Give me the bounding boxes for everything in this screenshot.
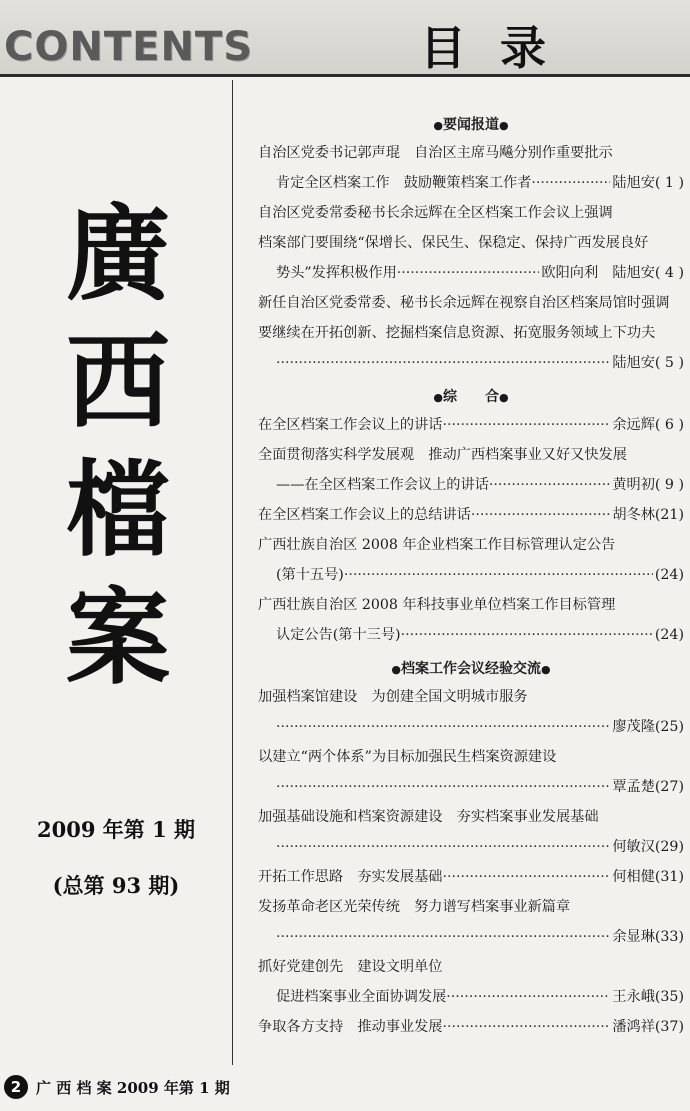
toc-entry-title-line: 发扬革命老区光荣传统 努力谱写档案事业新篇章 [258, 899, 571, 915]
toc-entry-author-line [258, 772, 684, 802]
section-heading-text: 综 合 [443, 389, 499, 405]
toc-entry-lead [276, 348, 610, 378]
magazine-title [58, 190, 178, 702]
toc-entry-author-line [258, 1012, 684, 1042]
toc-entry [258, 682, 684, 742]
toc-entry-page: 欧阳向利 陆旭安( 4 ) [541, 265, 684, 281]
toc-entry [258, 590, 684, 650]
toc-entry-author-line [258, 832, 684, 862]
toc-entry-title-line: 自治区党委书记郭声琨 自治区主席马飚分别作重要批示 [258, 145, 613, 161]
toc-entry [258, 198, 684, 288]
toc-entry-author-line [258, 258, 684, 288]
bullet-icon: ● [541, 663, 551, 676]
toc-entry-author-line [258, 712, 684, 742]
toc-entry-lead: ——在全区档案工作会议上的讲话 ····· [276, 470, 610, 500]
toc-entry-page: 余远辉( 6 ) [612, 417, 684, 433]
toc-entry-title-line: 加强基础设施和档案资源建设 夯实档案事业发展基础 [258, 809, 599, 825]
column-divider [232, 80, 233, 1065]
toc-entry [258, 138, 684, 198]
toc-entry-lead: 开拓工作思路 夯实发展基础 ····· [258, 862, 610, 892]
magazine-title-char: 案 [65, 576, 170, 699]
toc-entry-lead: 在全区档案工作会议上的总结讲话 ····· [258, 500, 610, 530]
toc-entry-lead [276, 712, 610, 742]
toc-entry-author-line [258, 982, 684, 1012]
toc-entry-author-line [258, 620, 684, 650]
contents-heading: CONTENTS [4, 24, 254, 70]
toc-entry [258, 440, 684, 500]
toc-entry-lead: (第十五号) ····· [276, 560, 653, 590]
toc-entry-lead: 促进档案事业全面协调发展 ····· [276, 982, 610, 1012]
toc-entry [258, 892, 684, 952]
magazine-title-char: 廣 [65, 192, 170, 315]
toc-entry-lead: 争取各方支持 推动事业发展 ····· [258, 1012, 610, 1042]
magazine-title-char: 西 [65, 320, 170, 443]
footer-text: 广 西 档 案 2009 年第 1 期 [36, 1078, 230, 1097]
table-of-contents [258, 112, 684, 1048]
toc-entry [258, 802, 684, 862]
mulu-heading: 目录 [420, 21, 580, 75]
bullet-icon: ● [499, 391, 509, 404]
toc-entry-page: 黄明初( 9 ) [612, 477, 684, 493]
bullet-icon: ● [433, 391, 443, 404]
toc-entry-page: 何相健(31) [612, 869, 684, 885]
toc-entry [258, 862, 684, 892]
toc-entry-author-line [258, 168, 684, 198]
magazine-title-char: 檔 [65, 448, 170, 571]
toc-entry-title-line: 加强档案馆建设 为创建全国文明城市服务 [258, 689, 528, 705]
toc-entry-lead: 势头”发挥积极作用 ····· [276, 258, 539, 288]
toc-entry-author-line [258, 500, 684, 530]
toc-entry-lead: 在全区档案工作会议上的讲话 ····· [258, 410, 610, 440]
toc-entry-author-line [258, 410, 684, 440]
bullet-icon: ● [391, 663, 401, 676]
toc-entry-lead [276, 832, 610, 862]
page-number-badge: 2 [4, 1075, 28, 1099]
toc-entry [258, 952, 684, 1012]
section-heading [258, 384, 684, 410]
bullet-icon: ● [433, 119, 443, 132]
toc-entry-lead [276, 922, 610, 952]
toc-entry-title-line: 广西壮族自治区 2008 年科技事业单位档案工作目标管理 [258, 597, 616, 613]
toc-entry-page: 余显琳(33) [612, 929, 684, 945]
section-heading-text: 档案工作会议经验交流 [401, 661, 541, 677]
toc-entry-page: 胡冬林(21) [612, 507, 684, 523]
toc-entry [258, 410, 684, 440]
toc-entry-title-line: 全面贯彻落实科学发展观 推动广西档案事业又好又快发展 [258, 447, 627, 463]
toc-entry-author-line [258, 560, 684, 590]
issue-number: 2009 年第 1 期 [37, 817, 195, 842]
toc-entry-page: 何敏汉(29) [612, 839, 684, 855]
page-footer [4, 1072, 230, 1102]
toc-entry-page: (24) [654, 627, 684, 643]
toc-entry [258, 742, 684, 802]
toc-entry-lead: 肯定全区档案工作 鼓励鞭策档案工作者 ····· [276, 168, 610, 198]
toc-entry-lead [276, 772, 610, 802]
toc-entry-page: 王永峨(35) [612, 989, 684, 1005]
toc-entry-page: 潘鸿祥(37) [612, 1019, 684, 1035]
section-heading [258, 112, 684, 138]
toc-entry [258, 1012, 684, 1042]
toc-entry-title-line: 要继续在开拓创新、挖掘档案信息资源、拓宽服务领域上下功夫 [258, 325, 656, 341]
toc-entry-title-line: 以建立“两个体系”为目标加强民生档案资源建设 [258, 749, 557, 765]
toc-entry-page: 陆旭安( 1 ) [612, 175, 684, 191]
section-heading [258, 656, 684, 682]
section-heading-text: 要闻报道 [443, 117, 499, 133]
toc-entry-author-line [258, 470, 684, 500]
total-issue-number: (总第 93 期) [52, 873, 180, 898]
toc-entry-author-line [258, 348, 684, 378]
toc-entry-page: 陆旭安( 5 ) [612, 355, 684, 371]
toc-entry-page: (24) [654, 567, 684, 583]
toc-entry-title-line: 档案部门要围绕“保增长、保民生、保稳定、保持广西发展良好 [258, 235, 649, 251]
toc-entry-title-line: 抓好党建创先 建设文明单位 [258, 959, 443, 975]
toc-entry-page: 廖茂隆(25) [612, 719, 684, 735]
toc-entry-author-line [258, 862, 684, 892]
toc-entry [258, 288, 684, 378]
bullet-icon: ● [499, 119, 509, 132]
toc-entry-title-line: 广西壮族自治区 2008 年企业档案工作目标管理认定公告 [258, 537, 616, 553]
toc-entry [258, 530, 684, 590]
toc-entry-author-line [258, 922, 684, 952]
toc-entry-title-line: 新任自治区党委常委、秘书长余远辉在视察自治区档案局馆时强调 [258, 295, 670, 311]
toc-entry-page: 覃孟楚(27) [612, 779, 684, 795]
section-spacer [258, 1042, 684, 1048]
toc-entry-title-line: 自治区党委常委秘书长余远辉在全区档案工作会议上强调 [258, 205, 613, 221]
toc-entry [258, 500, 684, 530]
header-band [0, 0, 690, 77]
toc-entry-lead: 认定公告(第十三号) ····· [276, 620, 653, 650]
